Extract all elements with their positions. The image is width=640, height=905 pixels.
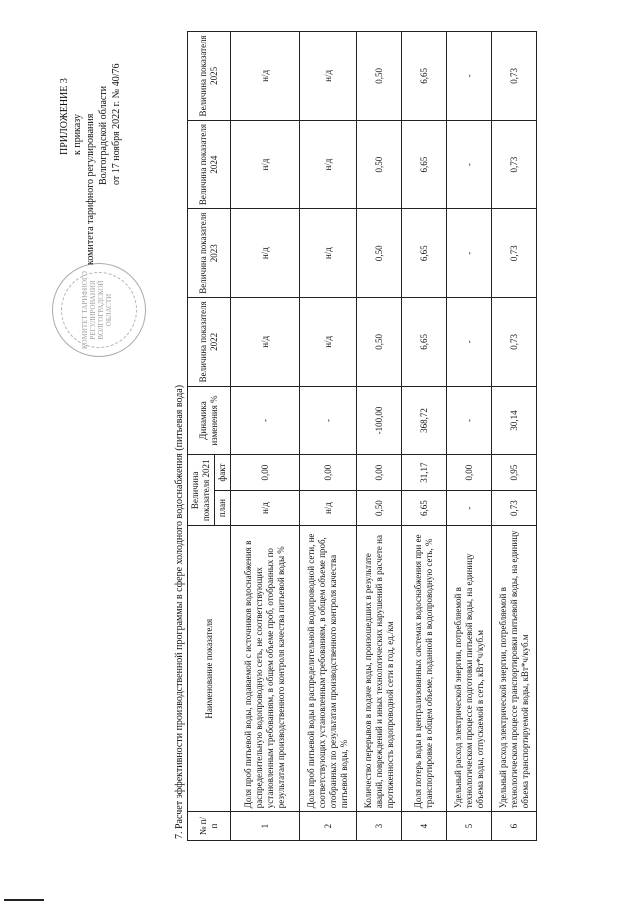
seal-text: КОМИТЕТ ТАРИФНОГО РЕГУЛИРОВАНИЯ ВОЛГОГРАДСКОЙ ОБЛАСТИ <box>81 271 113 349</box>
value-2024: н/д <box>231 120 300 209</box>
plan-2021: 0,50 <box>357 490 402 525</box>
header-2024: Величина показателя 2024 <box>188 120 231 209</box>
official-seal <box>52 263 146 357</box>
dynamics: - <box>231 386 300 455</box>
dynamics: 368,72 <box>402 386 447 455</box>
section-heading: 7. Расчет эффективности производственной программы в сфере холодного водоснабжения (питьевая вода) <box>174 384 185 839</box>
header-name: Наименование показателя <box>188 526 231 812</box>
value-2022: н/д <box>300 298 357 387</box>
appendix-header <box>58 64 123 265</box>
appendix-date: от 17 ноября 2022 г. № 40/76 <box>111 63 122 185</box>
fact-2021: 0,00 <box>300 455 357 490</box>
fact-2021: 31,17 <box>402 455 447 490</box>
table-row <box>231 32 300 841</box>
value-2022: н/д <box>231 298 300 387</box>
fact-2021: 0,00 <box>231 455 300 490</box>
value-2023: н/д <box>231 209 300 298</box>
header-no: № п/п <box>188 812 231 841</box>
indicator-name: Удельный расход электрической энергии, потребляемой в технологическом процессе подготовки питьевой воды, на единицу объема воды, отпускаемой в сеть, кВт*ч/куб.м <box>447 526 492 812</box>
fact-2021: 0,00 <box>447 455 492 490</box>
plan-2021: н/д <box>231 490 300 525</box>
header-plan: план <box>215 490 231 525</box>
header-dynamics: Динамика изменения % <box>188 386 231 455</box>
plan-2021: 6,65 <box>402 490 447 525</box>
value-2024: н/д <box>300 120 357 209</box>
value-2023: 0,50 <box>357 209 402 298</box>
row-number: 3 <box>357 812 402 841</box>
value-2022: - <box>447 298 492 387</box>
value-2022: 0,73 <box>492 298 537 387</box>
fact-2021: 0,00 <box>357 455 402 490</box>
indicator-name: Доля проб питьевой воды в распределительной водопроводной сети, не соответствующих установленным требованиям, в общем объеме проб, отобранных по результатам производственного контроля качества питьевой воды, % <box>300 526 357 812</box>
value-2024: 0,73 <box>492 120 537 209</box>
header-fact: факт <box>215 455 231 490</box>
efficiency-table <box>187 31 537 841</box>
dynamics: -100,00 <box>357 386 402 455</box>
value-2024: 6,65 <box>402 120 447 209</box>
table-row <box>402 32 447 841</box>
table-row <box>300 32 357 841</box>
value-2022: 0,50 <box>357 298 402 387</box>
row-number: 1 <box>231 812 300 841</box>
dynamics: - <box>447 386 492 455</box>
plan-2021: 0,73 <box>492 490 537 525</box>
indicator-name: Удельный расход электрической энергии, потребляемой в технологическом процессе транспортировки питьевой воды, на единицу объема транспортируемой воды, кВт*ч/куб.м <box>492 526 537 812</box>
row-number: 4 <box>402 812 447 841</box>
dynamics: 30,14 <box>492 386 537 455</box>
indicator-name: Доля проб питьевой воды, подаваемой с источников водоснабжения в распределительную водопроводную сеть, не соответствующих установленным требованиям, в общем объеме проб, отобранных по результатам производственного контроля качества питьевой воды % <box>231 526 300 812</box>
value-2023: - <box>447 209 492 298</box>
fact-2021: 0,95 <box>492 455 537 490</box>
table-row <box>447 32 492 841</box>
value-2023: 0,73 <box>492 209 537 298</box>
appendix-title: ПРИЛОЖЕНИЕ 3 <box>59 78 70 155</box>
plan-2021: - <box>447 490 492 525</box>
value-2025: н/д <box>231 32 300 121</box>
value-2025: 0,50 <box>357 32 402 121</box>
value-2024: 0,50 <box>357 120 402 209</box>
indicator-name: Количество перерывов в подаче воды, произошедших в результате аварий, повреждений и иных технологических нарушений в расчете на протяженность водопроводной сети в год, ед./км <box>357 526 402 812</box>
header-2023: Величина показателя 2023 <box>188 209 231 298</box>
row-number: 2 <box>300 812 357 841</box>
plan-2021: н/д <box>300 490 357 525</box>
row-number: 5 <box>447 812 492 841</box>
row-number: 6 <box>492 812 537 841</box>
value-2025: н/д <box>300 32 357 121</box>
header-2021: Величина показателя 2021 <box>188 455 215 526</box>
value-2023: н/д <box>300 209 357 298</box>
value-2024: - <box>447 120 492 209</box>
table-row <box>357 32 402 841</box>
value-2025: 6,65 <box>402 32 447 121</box>
dynamics: - <box>300 386 357 455</box>
value-2022: 6,65 <box>402 298 447 387</box>
appendix-authority: комитета тарифного регулирования <box>85 113 96 265</box>
table-row <box>492 32 537 841</box>
header-2025: Величина показателя 2025 <box>188 32 231 121</box>
value-2025: 0,73 <box>492 32 537 121</box>
scan-mark <box>4 899 44 901</box>
appendix-order: к приказу <box>72 114 83 155</box>
indicator-name: Доля потерь воды в централизованных системах водоснабжения при ее транспортировке в общем объеме, поданной в водопроводную сеть, % <box>402 526 447 812</box>
header-2022: Величина показателя 2022 <box>188 298 231 387</box>
value-2025: - <box>447 32 492 121</box>
value-2023: 6,65 <box>402 209 447 298</box>
appendix-region: Волгоградской области <box>98 85 109 185</box>
